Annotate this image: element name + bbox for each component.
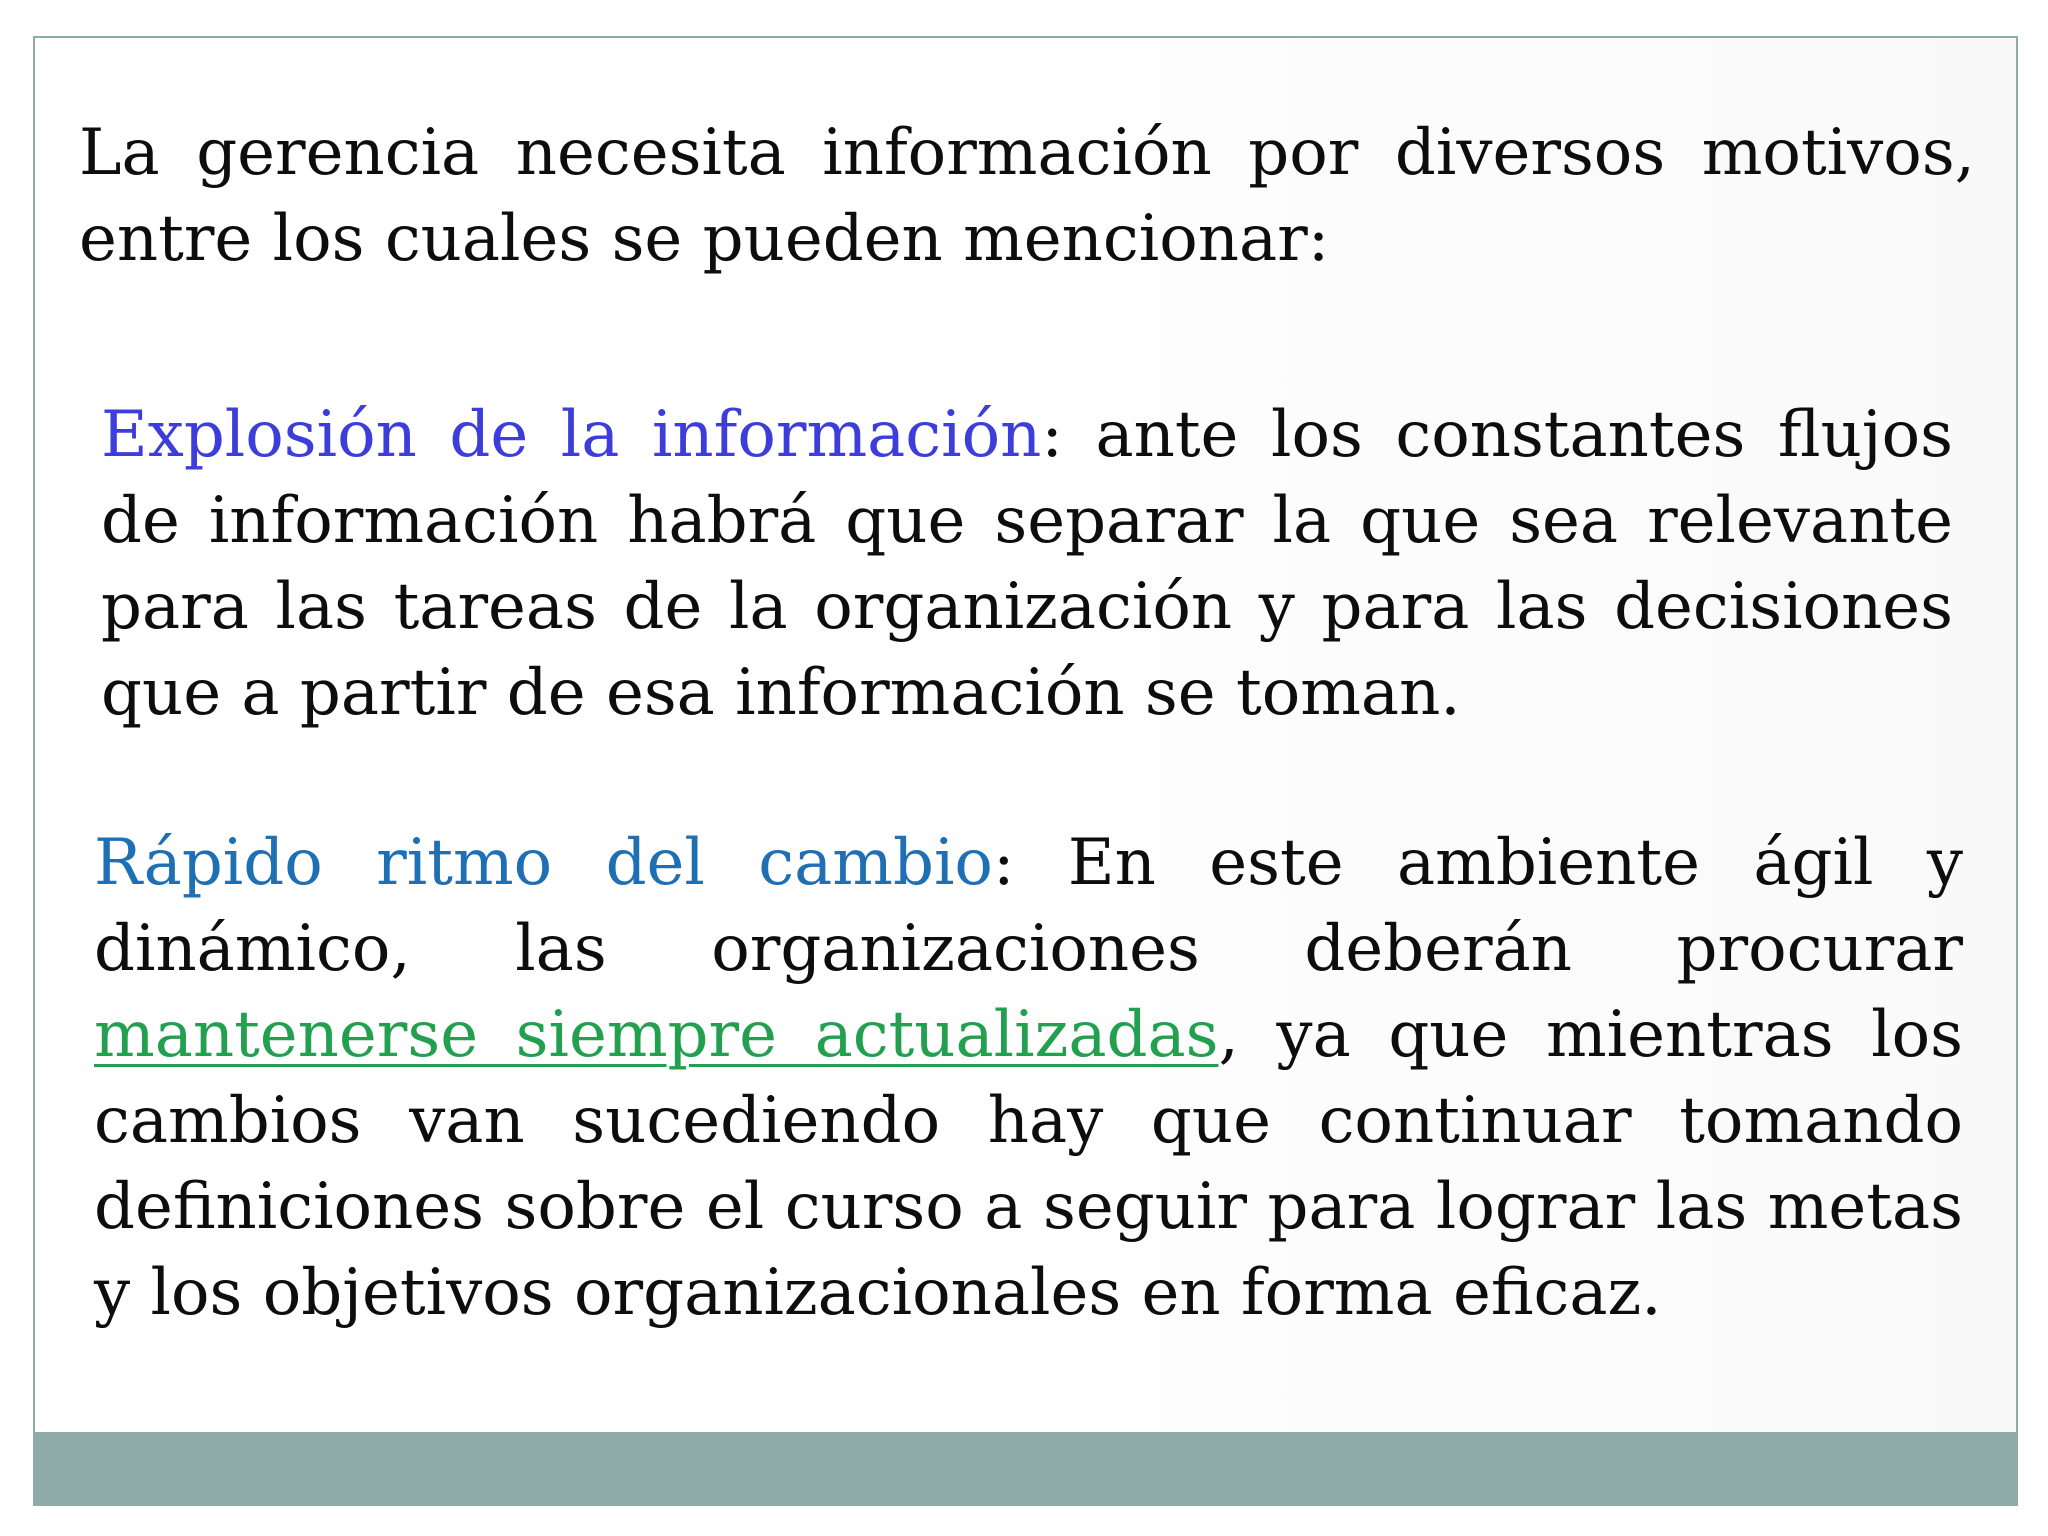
rapid-change-lead: Rápido ritmo del cambio [94,826,993,900]
intro-text: La gerencia necesita información por diversos motivos, entre los cuales se pueden mencionar: [79,116,1975,276]
slide [33,36,2018,1506]
explosion-lead: Explosión de la información [101,398,1042,472]
updated-highlight: mantenerse siempre actualizadas [94,998,1219,1072]
explosion-paragraph [101,392,1953,736]
rapid-change-text-before: : En este ambiente ágil y dinámico, las organizaciones deberán procurar [94,826,1964,986]
footer-bar [35,1432,2016,1504]
rapid-change-paragraph [94,820,1963,1336]
intro-paragraph [79,110,1975,282]
explosion-text: : ante los constantes flujos de información habrá que separar la que sea relevante para las tareas de la organización y para las decisiones que a partir de esa información se toman. [101,398,1954,730]
rapid-change-text-after: , ya que mientras los cambios van sucediendo hay que continuar tomando definiciones sobre el curso a seguir para lograr las metas y los objetivos organizacionales en forma eficaz. [94,998,1964,1330]
